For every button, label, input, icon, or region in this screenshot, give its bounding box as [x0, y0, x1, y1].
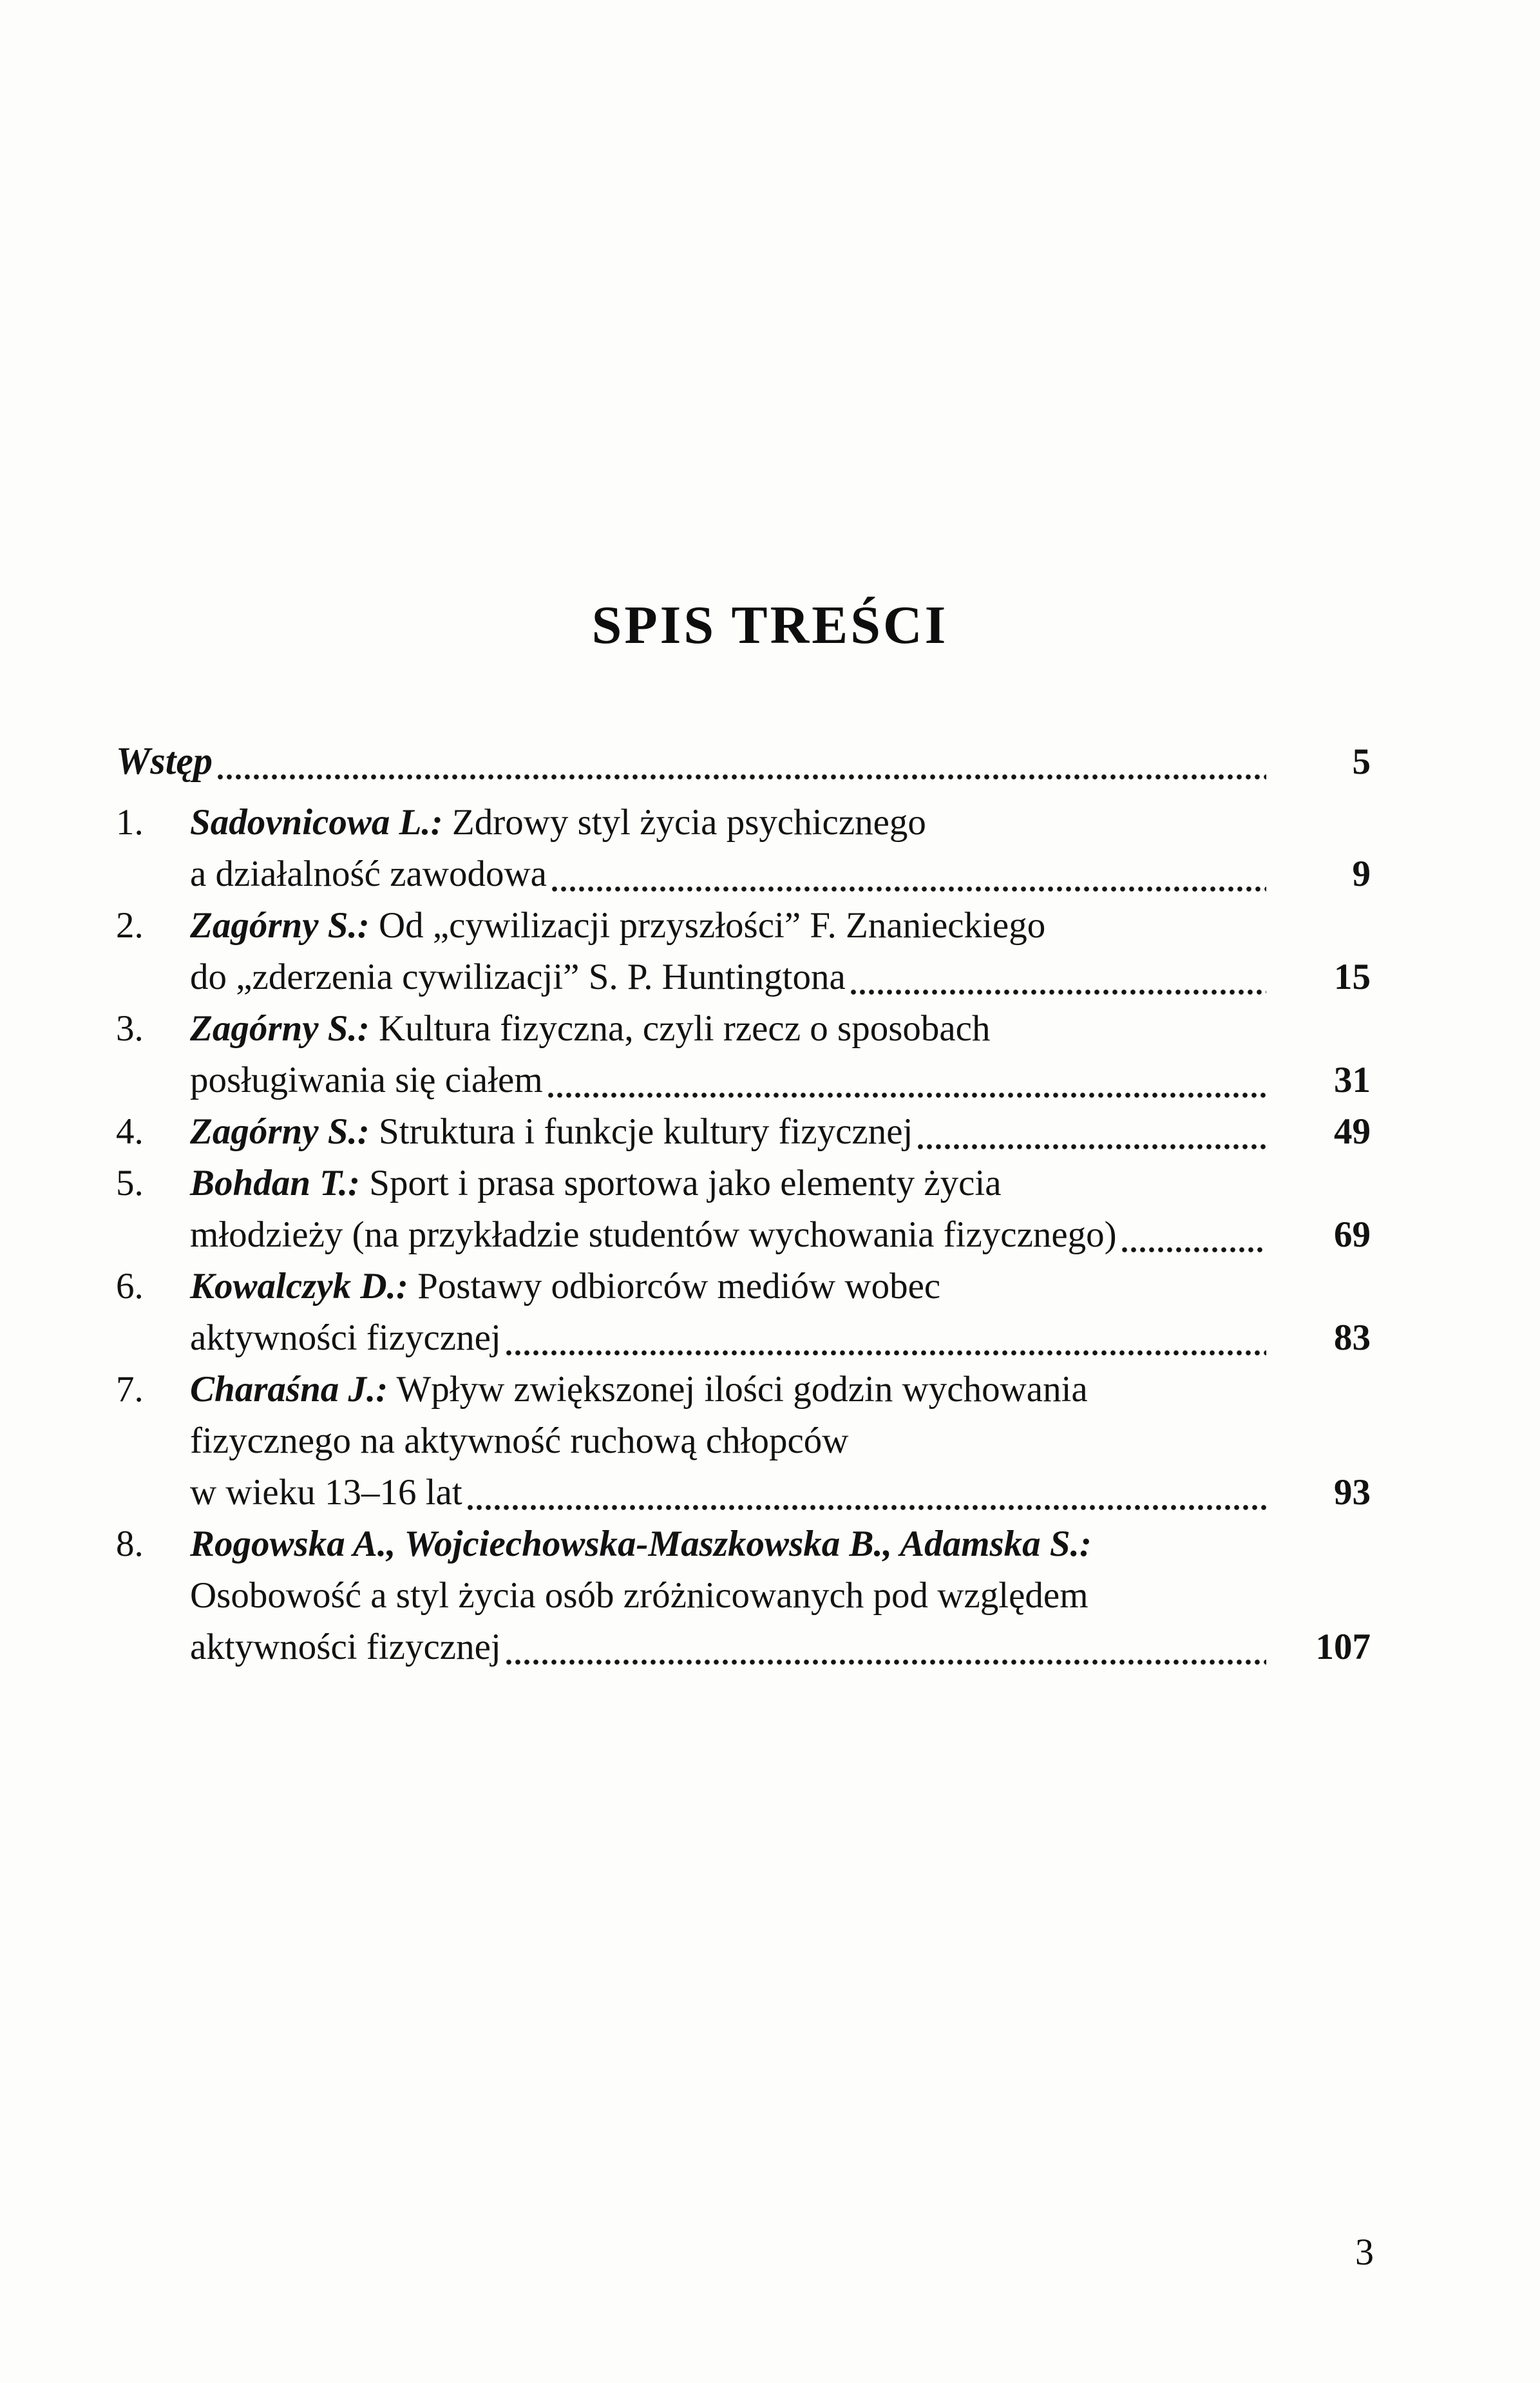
entry-author: Zagórny S.:: [190, 1008, 370, 1049]
entry-title-cont: w wieku 13–16 lat: [190, 1472, 462, 1513]
entry-number: 6.: [116, 1266, 144, 1306]
entry-number: 5.: [116, 1163, 144, 1203]
entry-line: [116, 1261, 1371, 1312]
entry-line: [116, 1055, 1371, 1106]
toc-entry-3: [116, 1003, 1371, 1106]
entry-line: [116, 797, 1371, 848]
entry-page-number: 107: [1315, 1627, 1371, 1667]
entry-text: [190, 1364, 1088, 1415]
entry-line: [116, 1518, 1371, 1570]
dot-leader: [506, 1659, 1266, 1665]
dot-leader: [506, 1350, 1266, 1356]
entry-author: Zagórny S.:: [190, 905, 370, 946]
entry-author: Charaśna J.:: [190, 1369, 388, 1410]
entry-label: Wstęp: [116, 740, 213, 782]
entry-text: [190, 1158, 1002, 1209]
entry-line: [116, 1570, 1371, 1622]
entry-page-number: 69: [1334, 1214, 1371, 1255]
toc-entry-wstep: [116, 735, 1371, 788]
toc-entry-7: [116, 1364, 1371, 1518]
entry-line: [116, 1209, 1371, 1261]
entry-title-cont: aktywności fizycznej: [190, 1317, 501, 1358]
entry-title: Sport i prasa sportowa jako elementy życia: [369, 1163, 1002, 1203]
entry-line: [116, 1003, 1371, 1055]
toc-list: [116, 735, 1371, 1673]
entry-text: [190, 1003, 990, 1055]
toc-entry-5: [116, 1158, 1371, 1261]
entry-line: [116, 1106, 1371, 1158]
entry-author: Zagórny S.:: [190, 1111, 370, 1152]
entry-line: [116, 1467, 1371, 1518]
entry-line: [116, 1622, 1371, 1673]
toc-entry-8: [116, 1518, 1371, 1673]
entry-author: Rogowska A., Wojciechowska-Maszkowska B., Adamska S.:: [190, 1524, 1092, 1564]
entry-number: 7.: [116, 1369, 144, 1410]
entry-page-number: 9: [1352, 854, 1371, 894]
toc-entry-6: [116, 1261, 1371, 1364]
entry-text: [190, 797, 926, 848]
dot-leader: [468, 1504, 1266, 1511]
entry-title-cont: fizycznego na aktywność ruchową chłopców: [190, 1421, 849, 1461]
entry-line: [116, 952, 1371, 1003]
toc-entry-2: [116, 900, 1371, 1003]
entry-title-cont: a działalność zawodowa: [190, 854, 547, 894]
dot-leader: [1122, 1247, 1266, 1253]
entry-line: [116, 900, 1371, 952]
page-number: 3: [1355, 2231, 1374, 2273]
entry-text: [190, 1261, 940, 1312]
entry-page-number: 83: [1334, 1317, 1371, 1358]
entry-title-cont: aktywności fizycznej: [190, 1627, 501, 1667]
entry-number: 8.: [116, 1524, 144, 1564]
entry-title-cont: do „zderzenia cywilizacji” S. P. Huntingtona: [190, 957, 846, 997]
entry-text: [190, 900, 1045, 952]
entry-number: 1.: [116, 802, 144, 843]
entry-author: Kowalczyk D.:: [190, 1266, 408, 1306]
toc-entry-4: [116, 1106, 1371, 1158]
dot-leader: [552, 886, 1266, 892]
entry-line: [116, 1364, 1371, 1415]
entry-title: Postawy odbiorców mediów wobec: [417, 1266, 941, 1306]
entry-title: Zdrowy styl życia psychicznego: [452, 802, 926, 843]
entry-page-number: 93: [1334, 1472, 1371, 1513]
entry-line: [116, 1312, 1371, 1364]
entry-text: [190, 1106, 913, 1158]
entry-page-number: 15: [1334, 957, 1371, 997]
dot-leader: [851, 989, 1266, 995]
page-title: SPIS TREŚCI: [591, 595, 949, 655]
entry-title-cont: Osobowość a styl życia osób zróżnicowanych pod względem: [190, 1575, 1088, 1616]
entry-text: [190, 1518, 1092, 1570]
dot-leader: [218, 774, 1266, 780]
dot-leader: [548, 1092, 1266, 1098]
entry-title-cont: posługiwania się ciałem: [190, 1060, 543, 1100]
toc-entry-1: [116, 797, 1371, 900]
entry-line: [116, 1158, 1371, 1209]
entry-page-number: 5: [1352, 742, 1371, 782]
entry-title: Kultura fizyczna, czyli rzecz o sposobach: [378, 1008, 991, 1049]
entry-number: 4.: [116, 1111, 144, 1152]
entry-title-cont: młodzieży (na przykładzie studentów wychowania fizycznego): [190, 1214, 1117, 1255]
entry-number: 3.: [116, 1008, 144, 1049]
entry-line: [116, 1415, 1371, 1467]
entry-title: Struktura i funkcje kultury fizycznej: [378, 1111, 913, 1152]
entry-number: 2.: [116, 905, 144, 946]
entry-line: [116, 848, 1371, 900]
entry-page-number: 49: [1334, 1111, 1371, 1152]
entry-page-number: 31: [1334, 1060, 1371, 1100]
entry-author: Sadovnicowa L.:: [190, 802, 443, 843]
entry-title: Wpływ zwiększonej ilości godzin wychowania: [396, 1369, 1088, 1410]
entry-author: Bohdan T.:: [190, 1163, 360, 1203]
dot-leader: [918, 1144, 1266, 1150]
entry-title: Od „cywilizacji przyszłości” F. Znanieckiego: [378, 905, 1046, 946]
